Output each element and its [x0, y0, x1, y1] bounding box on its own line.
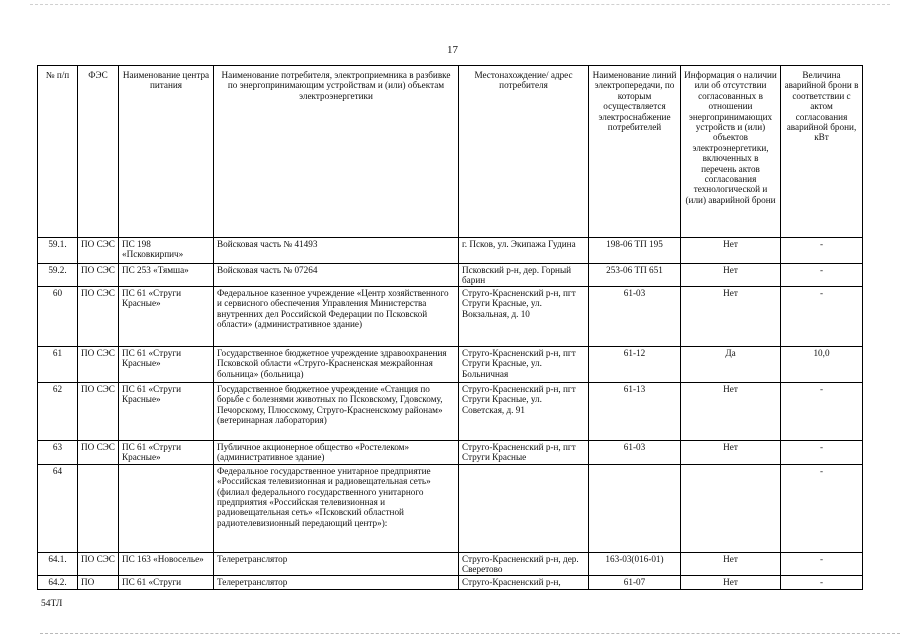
- row-reserve: -: [781, 264, 863, 287]
- row-power-center: ПС 61 «Струги: [119, 575, 214, 589]
- row-reserve: -: [781, 238, 863, 264]
- table-row: [38, 264, 863, 287]
- header-location: Местонахождение/ адрес потребителя: [459, 66, 589, 238]
- row-line: 61-07: [589, 575, 681, 589]
- row-line: 61-03: [589, 440, 681, 464]
- row-fes: ПО СЭС: [78, 440, 119, 464]
- row-power-center: [119, 464, 214, 552]
- row-power-center: ПС 61 «Струги Красные»: [119, 382, 214, 440]
- header-consumer-name: Наименование потребителя, электроприемника в разбивке по энергопринимающим устройствам и (или) объектам электроэнергетики: [214, 66, 459, 238]
- table-row: [38, 575, 863, 589]
- row-line: 253-06 ТП 651: [589, 264, 681, 287]
- row-agreement: [681, 464, 781, 552]
- table-row: [38, 464, 863, 552]
- table-header-row: [38, 66, 863, 238]
- row-consumer: Войсковая часть № 41493: [214, 238, 459, 264]
- row-reserve: -: [781, 464, 863, 552]
- row-number: 63: [38, 440, 78, 464]
- row-power-center: ПС 163 «Новоселье»: [119, 552, 214, 575]
- row-line: 61-03: [589, 286, 681, 346]
- row-agreement: Нет: [681, 286, 781, 346]
- row-line: 163-03(016-01): [589, 552, 681, 575]
- row-fes: ПО СЭС: [78, 238, 119, 264]
- header-emergency-reserve: Величина аварийной брони в соответствии с актом согласования аварийной брони, кВт: [781, 66, 863, 238]
- page-number: 17: [447, 44, 458, 56]
- table-row: [38, 286, 863, 346]
- row-number: 59.1.: [38, 238, 78, 264]
- row-consumer: Телеретранслятор: [214, 575, 459, 589]
- row-location: Струго-Красненский р-н,: [459, 575, 589, 589]
- header-fes: ФЭС: [78, 66, 119, 238]
- row-reserve: -: [781, 382, 863, 440]
- row-number: 64: [38, 464, 78, 552]
- row-fes: ПО: [78, 575, 119, 589]
- row-consumer: Телеретранслятор: [214, 552, 459, 575]
- row-line: 198-06 ТП 195: [589, 238, 681, 264]
- row-line: [589, 464, 681, 552]
- footer-code: 54ТЛ: [41, 599, 63, 609]
- row-location: Псковский р-н, дер. Горный барин: [459, 264, 589, 287]
- row-location: Струго-Красненский р-н, пгт Струги Красные, ул. Советская, д. 91: [459, 382, 589, 440]
- row-power-center: ПС 61 «Струги Красные»: [119, 440, 214, 464]
- row-fes: ПО СЭС: [78, 552, 119, 575]
- table-row: [38, 552, 863, 575]
- row-power-center: ПС 61 «Струги Красные»: [119, 346, 214, 382]
- table-row: [38, 346, 863, 382]
- row-location: Струго-Красненский р-н, пгт Струги Красные: [459, 440, 589, 464]
- row-agreement: Нет: [681, 552, 781, 575]
- table-row: [38, 382, 863, 440]
- header-number: № п/п: [38, 66, 78, 238]
- row-consumer: Государственное бюджетное учреждение здравоохранения Псковской области «Струго-Красненская межрайонная больница» (больница): [214, 346, 459, 382]
- row-reserve: -: [781, 552, 863, 575]
- header-power-lines: Наименование линий электропередачи, по которым осуществляется электроснабжение потребителей: [589, 66, 681, 238]
- scan-bottom-edge: [40, 633, 900, 634]
- row-number: 60: [38, 286, 78, 346]
- row-fes: ПО СЭС: [78, 382, 119, 440]
- row-consumer: Федеральное казенное учреждение «Центр хозяйственного и сервисного обеспечения Управления Министерства внутренних дел Российской Федерации по Псковской области» (административное здание): [214, 286, 459, 346]
- table-row: [38, 440, 863, 464]
- row-number: 59.2.: [38, 264, 78, 287]
- row-agreement: Нет: [681, 264, 781, 287]
- row-number: 61: [38, 346, 78, 382]
- row-location: Струго-Красненский р-н, пгт Струги Красные, ул. Больничная: [459, 346, 589, 382]
- row-number: 62: [38, 382, 78, 440]
- row-reserve: -: [781, 575, 863, 589]
- row-power-center: ПС 253 «Тямша»: [119, 264, 214, 287]
- row-number: 64.1.: [38, 552, 78, 575]
- row-consumer: Публичное акционерное общество «Ростелеком» (административное здание): [214, 440, 459, 464]
- row-location: г. Псков, ул. Экипажа Гудина: [459, 238, 589, 264]
- row-agreement: Нет: [681, 382, 781, 440]
- row-reserve: -: [781, 286, 863, 346]
- row-power-center: ПС 61 «Струги Красные»: [119, 286, 214, 346]
- row-fes: ПО СЭС: [78, 264, 119, 287]
- row-number: 64.2.: [38, 575, 78, 589]
- row-location: Струго-Красненский р-н, дер. Сверетово: [459, 552, 589, 575]
- consumers-table: [37, 65, 863, 590]
- row-agreement: Нет: [681, 440, 781, 464]
- row-line: 61-13: [589, 382, 681, 440]
- row-fes: ПО СЭС: [78, 286, 119, 346]
- row-consumer: Войсковая часть № 07264: [214, 264, 459, 287]
- header-agreement-info: Информация о наличии или об отсутствии согласованных в отношении энергопринимающих устройств и (или) объектов электроэнергетики, включенных в перечень актов согласования технологической и (или) аварийной брони: [681, 66, 781, 238]
- row-consumer: Государственное бюджетное учреждение «Станция по борьбе с болезнями животных по Псковскому, Гдовскому, Печорскому, Плюсскому, Струго-Красненскому районам» (ветеринарная лаборатория): [214, 382, 459, 440]
- row-reserve: 10,0: [781, 346, 863, 382]
- row-location: Струго-Красненский р-н, пгт Струги Красные, ул. Вокзальная, д. 10: [459, 286, 589, 346]
- row-consumer: Федеральное государственное унитарное предприятие «Российская телевизионная и радиовещательная сеть» (филиал федерального государственного унитарного предприятия «Российская телевизионная и радиовещательная сеть» «Псковский областной радиотелевизионный передающий центр»):: [214, 464, 459, 552]
- row-agreement: Нет: [681, 238, 781, 264]
- header-power-center: Наименование центра питания: [119, 66, 214, 238]
- row-agreement: Да: [681, 346, 781, 382]
- table-body: [38, 238, 863, 590]
- table-row: [38, 238, 863, 264]
- row-line: 61-12: [589, 346, 681, 382]
- row-power-center: ПС 198 «Псковкирпич»: [119, 238, 214, 264]
- scan-top-edge: [30, 4, 890, 5]
- row-agreement: Нет: [681, 575, 781, 589]
- row-location: [459, 464, 589, 552]
- row-fes: [78, 464, 119, 552]
- row-reserve: -: [781, 440, 863, 464]
- row-fes: ПО СЭС: [78, 346, 119, 382]
